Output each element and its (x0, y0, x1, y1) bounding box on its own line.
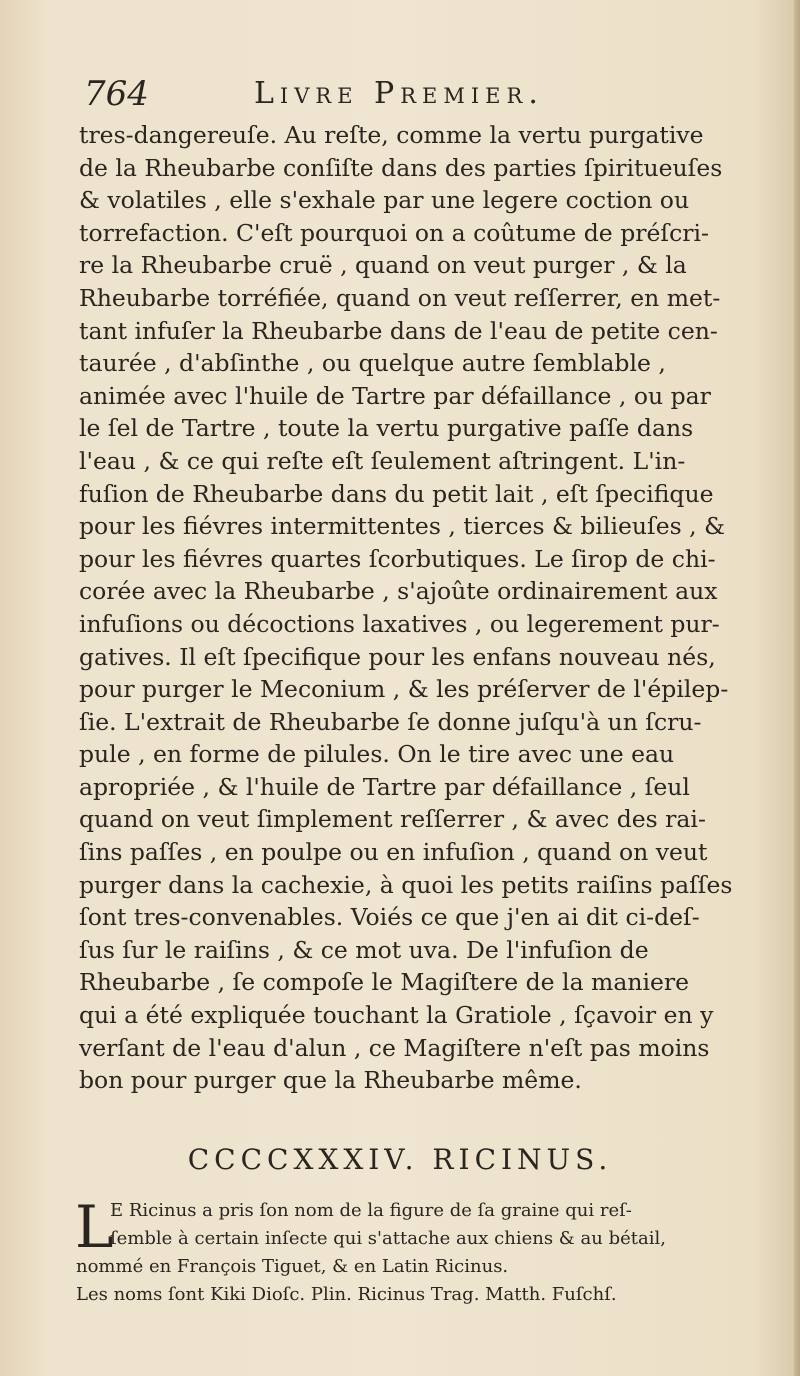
text-line: apropriée , & l'huile de Tartre par défaillance , ſeul (79, 772, 690, 801)
text-line: torrefaction. C'eſt pourquoi on a coûtume de préſcri- (79, 218, 709, 247)
text-line: ſont tres-convenables. Voiés ce que j'en ai dit ci-deſ- (79, 903, 700, 932)
text-line: pule , en forme de pilules. On le tire avec une eau (79, 740, 675, 769)
page-header (84, 74, 604, 118)
section-line: E Ricinus a pris ſon nom de la figure de ſa graine qui reſ- (110, 1200, 632, 1221)
text-line: Rheubarbe , ſe compoſe le Magiſtere de la maniere (79, 968, 690, 997)
text-line: tant infuſer la Rheubarbe dans de l'eau de petite cen- (79, 316, 718, 345)
text-line: tres-dangereuſe. Au reſte, comme la vertu purgative (79, 121, 704, 149)
text-line: l'eau , & ce qui reſte eſt ſeulement aſtringent. L'in- (79, 446, 686, 475)
text-line: pour les fiévres intermittentes , tierces & bilieuſes , & (79, 512, 726, 541)
text-line: infuſions ou décoctions laxatives , ou legerement pur- (79, 609, 720, 638)
text-line: fuſion de Rheubarbe dans du petit lait , eſt ſpecifique (79, 479, 714, 508)
body-text (79, 119, 739, 1097)
text-line: Rheubarbe torréfiée, quand on veut reſſerrer, en met- (79, 283, 721, 312)
text-line: animée avec l'huile de Tartre par défaillance , ou par (79, 381, 711, 410)
text-line: ſins paſſes , en poulpe ou en infuſion , quand on veut (79, 838, 708, 867)
text-line: & volatiles , elle s'exhale par une legere coction ou (79, 186, 690, 215)
text-line: bon pour purger que la Rheubarbe même. (79, 1066, 582, 1095)
text-line: le ſel de Tartre , toute la vertu purgative paſſe dans (79, 414, 694, 443)
drop-cap: L (75, 1193, 114, 1261)
page-number: 764 (84, 74, 149, 114)
section-title: CCCCXXXIV. RICINUS. (187, 1143, 613, 1176)
text-line: corée avec la Rheubarbe , s'ajoûte ordinairement aux (79, 577, 718, 606)
section-line: Les noms ſont Kiki Dioſc. Plin. Ricinus Trag. Matth. Fuſchſ. (76, 1284, 617, 1305)
section-text (75, 1193, 742, 1309)
text-line: taurée , d'abſinthe , ou quelque autre ſemblable , (79, 349, 666, 378)
text-line: ſus ſur le raiſins , & ce mot uva. De l'infuſion de (79, 935, 649, 964)
text-line: pour purger le Meconium , & les préſerver de l'épilep- (79, 675, 729, 704)
text-line: gatives. Il eſt ſpecifique pour les enfans nouveau nés, (79, 642, 716, 671)
text-line: purger dans la cachexie, à quoi les petits raiſins paſſes (79, 870, 733, 899)
text-line: quand on veut ſimplement reſſerrer , & avec des rai- (79, 805, 706, 834)
text-line: re la Rheubarbe cruë , quand on veut purger , & la (79, 251, 687, 280)
text-line: pour les fiévres quartes ſcorbutiques. Le ſirop de chi- (79, 544, 716, 573)
section-line: nommé en François Tiguet, & en Latin Ricinus. (76, 1256, 509, 1277)
section-line: ſemble à certain inſecte qui s'attache aux chiens & au bétail, (110, 1228, 666, 1249)
running-head: Livre Premier. (254, 76, 544, 111)
text-line: verſant de l'eau d'alun , ce Magiſtere n'eſt pas moins (79, 1033, 710, 1062)
text-line: qui a été expliquée touchant la Gratiole , ſçavoir en y (79, 1001, 714, 1030)
text-line: ſie. L'extrait de Rheubarbe ſe donne juſqu'à un ſcru- (79, 707, 702, 736)
text-line: de la Rheubarbe conſiſte dans des parties ſpiritueuſes (79, 153, 723, 182)
